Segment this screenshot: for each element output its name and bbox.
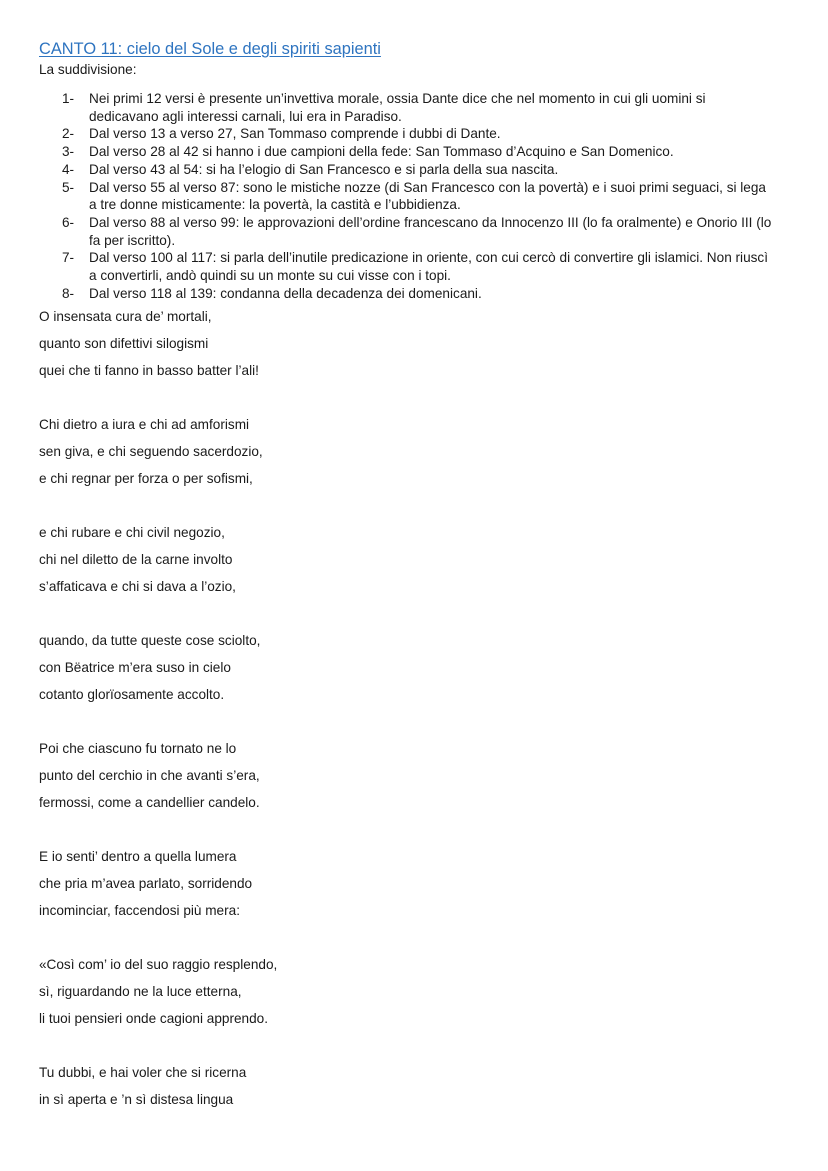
verse-line: quanto son difettivi silogismi bbox=[39, 336, 209, 351]
verse-line: e chi rubare e chi civil negozio, bbox=[39, 525, 225, 540]
outline-item bbox=[62, 249, 794, 284]
outline-item-text bbox=[89, 214, 794, 249]
outline-item-line: Dal verso 55 al verso 87: sono le mistiche nozze (di San Francesco con la povertà) e i suoi primi seguaci, si lega bbox=[89, 179, 766, 195]
outline-item-number: 6- bbox=[62, 214, 75, 230]
outline-item bbox=[62, 125, 794, 143]
outline-item-line: Dal verso 118 al 139: condanna della decadenza dei domenicani. bbox=[89, 285, 482, 301]
outline-item-number: 5- bbox=[62, 179, 75, 195]
section-subtitle: La suddivisione: bbox=[39, 62, 137, 77]
outline-item bbox=[62, 161, 794, 179]
verse-line: chi nel diletto de la carne involto bbox=[39, 552, 233, 567]
verse-line: cotanto glorïosamente accolto. bbox=[39, 687, 225, 702]
stanza bbox=[39, 416, 799, 497]
stanza bbox=[39, 848, 799, 929]
verse-line: incominciar, faccendosi più mera: bbox=[39, 903, 240, 918]
verse-line: Tu dubbi, e hai voler che si ricerna bbox=[39, 1065, 247, 1080]
outline-item bbox=[62, 143, 794, 161]
stanza bbox=[39, 1064, 799, 1118]
outline-item-line: Dal verso 43 al 54: si ha l’elogio di San Francesco e si parla della sua nascita. bbox=[89, 161, 559, 177]
outline-item-line: a convertirli, andò quindi su un monte su cui visse con i topi. bbox=[89, 268, 451, 284]
verse-line: e chi regnar per forza o per sofismi, bbox=[39, 471, 253, 486]
verse-line: li tuoi pensieri onde cagioni apprendo. bbox=[39, 1011, 268, 1026]
outline-item bbox=[62, 285, 794, 303]
verse-line: O insensata cura de’ mortali, bbox=[39, 309, 212, 324]
stanza bbox=[39, 632, 799, 713]
verse-line: sen giva, e chi seguendo sacerdozio, bbox=[39, 444, 263, 459]
page-title: CANTO 11: cielo del Sole e degli spiriti sapienti bbox=[39, 40, 381, 58]
outline-item-text bbox=[89, 143, 794, 161]
verse-line: Poi che ciascuno fu tornato ne lo bbox=[39, 741, 237, 756]
outline-item-text bbox=[89, 90, 794, 125]
verse-line: «Così com’ io del suo raggio resplendo, bbox=[39, 957, 278, 972]
outline-item-number: 2- bbox=[62, 126, 75, 142]
verse-line: quando, da tutte queste cose sciolto, bbox=[39, 633, 261, 648]
verse-text bbox=[39, 308, 799, 1145]
verse-line: quei che ti fanno in basso batter l’ali! bbox=[39, 363, 259, 378]
outline-list bbox=[62, 90, 794, 302]
outline-item-line: Dal verso 13 a verso 27, San Tommaso comprende i dubbi di Dante. bbox=[89, 126, 501, 142]
outline-item bbox=[62, 214, 794, 249]
outline-item-line: Nei primi 12 versi è presente un’invettiva morale, ossia Dante dice che nel momento in cui gli uomini si bbox=[89, 91, 706, 106]
stanza bbox=[39, 524, 799, 605]
verse-line: che pria m’avea parlato, sorridendo bbox=[39, 876, 253, 891]
outline-item-line: fa per iscritto). bbox=[89, 232, 176, 248]
outline-item-text bbox=[89, 249, 794, 284]
verse-line: sì, riguardando ne la luce etterna, bbox=[39, 984, 242, 999]
verse-line: con Bëatrice m’era suso in cielo bbox=[39, 660, 231, 675]
outline-item-line: Dal verso 88 al verso 99: le approvazioni dell’ordine francescano da Innocenzo III (lo fa oralmente) e Onorio III (lo bbox=[89, 214, 772, 230]
outline-item-number: 3- bbox=[62, 144, 75, 160]
outline-item-line: a tre donne misticamente: la povertà, la castità e l’ubbidienza. bbox=[89, 197, 461, 213]
stanza bbox=[39, 956, 799, 1037]
outline-item-number: 4- bbox=[62, 161, 75, 177]
outline-item bbox=[62, 179, 794, 214]
outline-item-line: Dal verso 28 al 42 si hanno i due campioni della fede: San Tommaso d’Acquino e San Domenico. bbox=[89, 144, 674, 160]
stanza bbox=[39, 740, 799, 821]
verse-line: s’affaticava e chi si dava a l’ozio, bbox=[39, 579, 236, 594]
outline-item-text bbox=[89, 285, 794, 303]
outline-item-line: Dal verso 100 al 117: si parla dell’inutile predicazione in oriente, con cui cercò di convertire gli islamici. Non riuscì bbox=[89, 250, 769, 266]
outline-item bbox=[62, 90, 794, 125]
outline-item-number: 8- bbox=[62, 285, 75, 301]
outline-item-line: dedicavano agli interessi carnali, lui era in Paradiso. bbox=[89, 108, 402, 124]
outline-item-number: 1- bbox=[62, 91, 75, 106]
outline-item-text bbox=[89, 125, 794, 143]
outline-item-text bbox=[89, 179, 794, 214]
verse-line: E io senti’ dentro a quella lumera bbox=[39, 849, 237, 864]
outline-item-number: 7- bbox=[62, 250, 75, 266]
outline-item-text bbox=[89, 161, 794, 179]
verse-line: fermossi, come a candellier candelo. bbox=[39, 795, 260, 810]
stanza bbox=[39, 308, 799, 389]
verse-line: punto del cerchio in che avanti s’era, bbox=[39, 768, 260, 783]
verse-line: Chi dietro a iura e chi ad amforismi bbox=[39, 417, 250, 432]
verse-line: in sì aperta e ’n sì distesa lingua bbox=[39, 1092, 234, 1107]
